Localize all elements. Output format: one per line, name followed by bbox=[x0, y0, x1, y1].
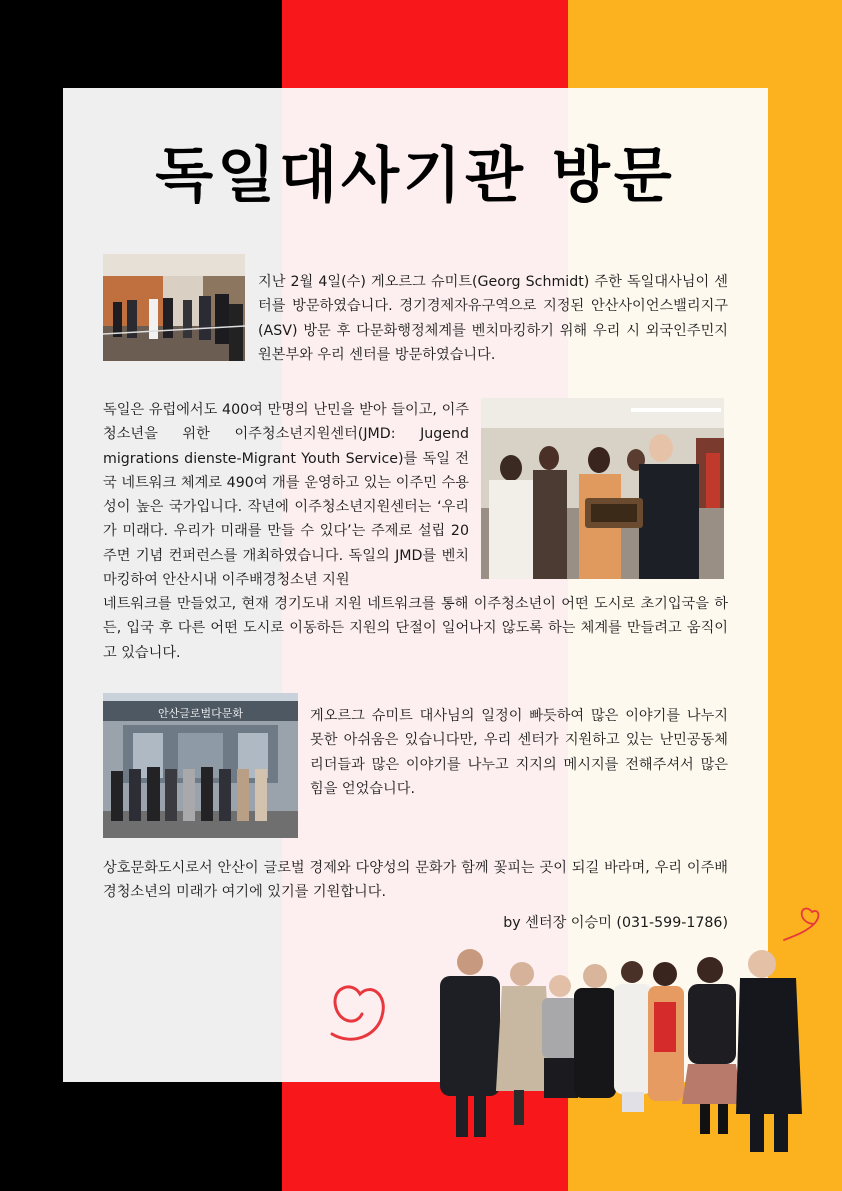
building-sign-text: 안산글로벌다문화 bbox=[158, 707, 244, 720]
paragraph-closing: 상호문화도시로서 안산이 글로벌 경제와 다양성의 문화가 함께 꽃피는 곳이 되길 바라며, 우리 이주배경청소년의 미래가 여기에 있기를 기원합니다. bbox=[103, 860, 728, 901]
paragraph-schedule: 게오르그 슈미트 대사님의 일정이 빠듯하여 많은 이야기를 나누지 못한 아쉬움은 있습니다만, 우리 센터가 지원하고 있는 난민공동체 리더들과 많은 이야기를 나누고 지지의 메시지를 전해주셔서 많은 힘을 얻었습니다. bbox=[310, 708, 728, 797]
photo-lobby-visit bbox=[103, 254, 245, 361]
heart-icon bbox=[322, 976, 434, 1056]
group-photo-cutout bbox=[432, 942, 812, 1157]
signature: by 센터장 이승미 (031-599-1786) bbox=[503, 915, 728, 931]
paragraph-germany-wrap: 독일은 유럽에서도 400여 만명의 난민을 받아 들이고, 이주청소년을 위한 이주청소년지원센터(JMD: Jugend migrations dienste-Migrant Youth Service)를 독일 전국 네트워크 체계로 490여 개를 운영하고 있는 이주민 수용성이 높은 국가입니다. 작년에 이주청소년지원센터는 ‘우리가 미래다. 우리가 미래를 만들 수 있다’는 주제로 설립 20주면 기념 컨퍼런스를 개최하였습니다. 독일의 JMD를 벤치마킹하여 안산시내 이주배경청소년 지원 bbox=[103, 402, 469, 589]
photo-group-building bbox=[103, 693, 298, 838]
paragraph-intro: 지난 2월 4일(수) 게오르그 슈미트(Georg Schmidt) 주한 독일대사님이 센터를 방문하였습니다. 경기경제자유구역으로 지정된 안산사이언스밸리지구(ASV) 방문 후 다문화행정체계를 벤치마킹하기 위해 우리 시 외국인주민지원본부와 우리 센터를 방문하였습니다. bbox=[258, 274, 728, 363]
photo-gift-presentation bbox=[481, 398, 724, 579]
page-title: 독일대사기관 방문 bbox=[155, 141, 676, 211]
small-heart-icon bbox=[780, 906, 826, 946]
paragraph-germany-full: 네트워크를 만들었고, 현재 경기도내 지원 네트워크를 통해 이주청소년이 어떤 도시로 초기입국을 하든, 입국 후 다른 어떤 도시로 이동하든 지원의 단절이 일어나지 않도록 하는 체계를 만들려고 움직이고 있습니다. bbox=[103, 596, 728, 661]
